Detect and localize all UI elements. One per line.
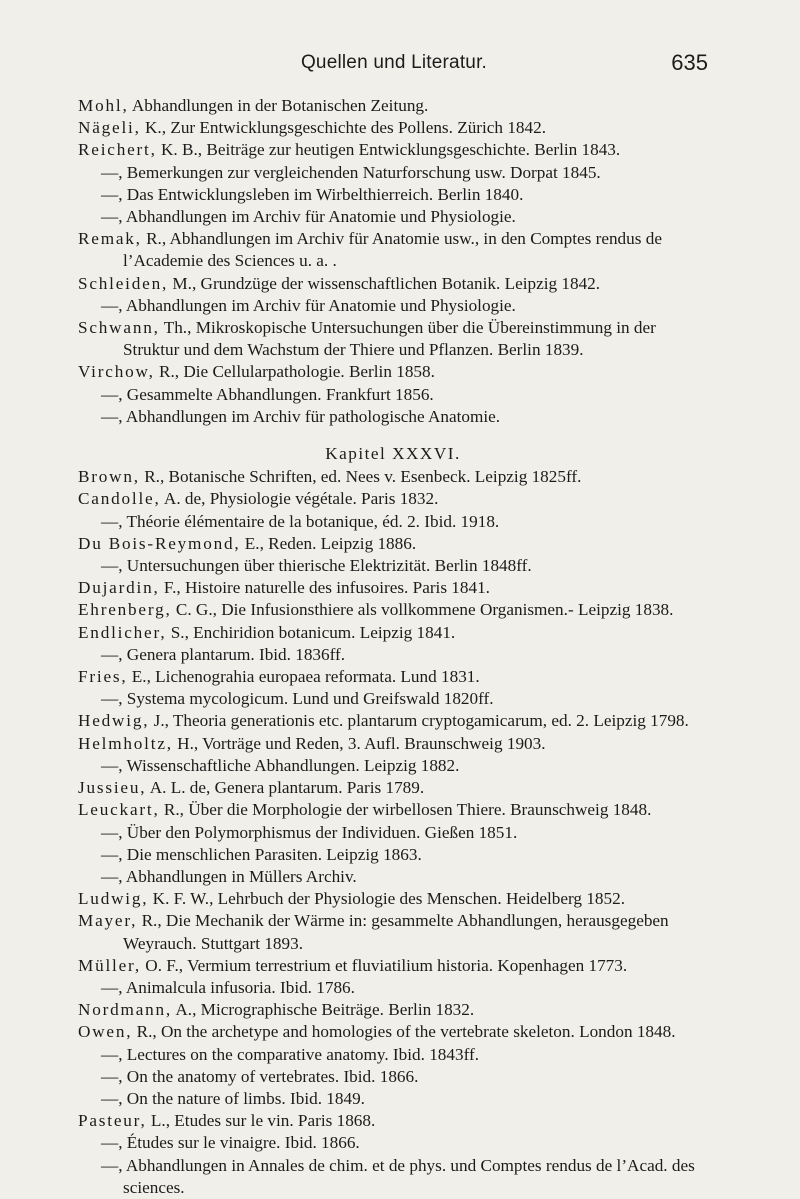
chapter-heading: Kapitel XXXVI. [325, 444, 461, 464]
entry-text: Th., Mikroskopische Untersuchungen über die Übereinstimmung in der Struktur und dem Wachstum der Thiere und Pflanzen. Berlin 1839. [123, 318, 656, 360]
entry-author: Ehrenberg, [78, 600, 172, 620]
bibliography-entry [78, 888, 708, 910]
bibliography-entry [78, 910, 708, 954]
entry-text: R., Die Mechanik der Wärme in: gesammelte Abhandlungen, herausgegeben Weyrauch. Stuttgart 1893. [123, 911, 669, 953]
entry-text: F., Histoire naturelle des infusoires. Paris 1841. [159, 578, 490, 598]
entry-text: R., Abhandlungen im Archiv für Anatomie usw., in den Comptes rendus de l’Academie des Sciences u. a. . [123, 229, 662, 271]
bibliography-entry [78, 466, 708, 488]
bibliography-entry [78, 139, 708, 161]
bibliography-entry [78, 533, 708, 555]
entry-author: Candolle, [78, 489, 161, 509]
bibliography-continuation-entry: —, Untersuchungen über thierische Elektrizität. Berlin 1848ff. [101, 556, 532, 576]
entry-text: A. L. de, Genera plantarum. Paris 1789. [146, 778, 425, 798]
entry-text: A. de, Physiologie végétale. Paris 1832. [160, 489, 439, 509]
entry-author: Du Bois-Reymond, [78, 533, 241, 553]
bibliography-continuation-entry: —, Lectures on the comparative anatomy. Ibid. 1843ff. [101, 1044, 480, 1064]
entry-author: Schleiden, [78, 273, 169, 293]
entry-author: Fries, [78, 667, 128, 687]
entry-text: E., Lichenograhia europaea reformata. Lund 1831. [127, 667, 480, 687]
entry-author: Ludwig, [78, 889, 149, 909]
bibliography-continuation-entry: —, On the nature of limbs. Ibid. 1849. [101, 1088, 365, 1108]
entry-text: S., Enchiridion botanicum. Leipzig 1841. [166, 622, 456, 642]
entry-text: J., Theoria generationis etc. plantarum cryptogamicarum, ed. 2. Leipzig 1798. [149, 711, 689, 731]
bibliography-continuation-entry: —, Théorie élémentaire de la botanique, éd. 2. Ibid. 1918. [101, 511, 500, 531]
entry-author: Remak, [78, 229, 142, 249]
entry-text: L., Etudes sur le vin. Paris 1868. [146, 1111, 376, 1131]
bibliography-entry [78, 1021, 708, 1043]
bibliography-continuation-entry: —, Genera plantarum. Ibid. 1836ff. [101, 644, 346, 664]
bibliography-entry [78, 599, 708, 621]
entry-text: Abhandlungen in der Botanischen Zeitung. [128, 96, 429, 115]
entry-text: M., Grundzüge der wissenschaftlichen Botanik. Leipzig 1842. [168, 273, 601, 293]
entry-text: H., Vorträge und Reden, 3. Aufl. Braunschweig 1903. [172, 733, 546, 753]
bibliography-entry [78, 488, 708, 510]
bibliography-entry [78, 955, 708, 977]
bibliography-entry [78, 95, 708, 117]
bibliography-entry [78, 273, 708, 295]
bibliography-continuation-entry: —, Systema mycologicum. Lund und Greifswald 1820ff. [101, 689, 494, 709]
entry-author: Dujardin, [78, 578, 160, 598]
entry-author: Virchow, [78, 362, 155, 382]
header-title: Quellen und Literatur. [300, 52, 488, 73]
bibliography-continuation-entry: —, On the anatomy of vertebrates. Ibid. 1866. [101, 1066, 419, 1086]
entry-text: K. B., Beiträge zur heutigen Entwicklungsgeschichte. Berlin 1843. [156, 140, 621, 160]
entry-author: Jussieu, [78, 778, 147, 798]
bibliography-entry [78, 622, 708, 644]
bibliography-continuation-entry: —, Abhandlungen im Archiv für pathologische Anatomie. [101, 406, 501, 426]
bibliography-entry [78, 117, 708, 139]
entry-text: R., Die Cellularpathologie. Berlin 1858. [154, 362, 435, 382]
entry-text: R., Über die Morphologie der wirbellosen Thiere. Braunschweig 1848. [159, 800, 652, 820]
entry-author: Reichert, [78, 140, 157, 160]
bibliography-continuation-entry: —, Wissenschaftliche Abhandlungen. Leipzig 1882. [101, 755, 460, 775]
bibliography-continuation-entry: —, Gesammelte Abhandlungen. Frankfurt 1856. [101, 384, 434, 404]
bibliography-continuation-entry: —, Über den Polymorphismus der Individuen. Gießen 1851. [101, 822, 518, 842]
entry-author: Helmholtz, [78, 733, 173, 753]
bibliography-continuation-entry: —, Das Entwicklungsleben im Wirbelthierreich. Berlin 1840. [101, 184, 524, 204]
bibliography-entry [78, 577, 708, 599]
entry-text: E., Reden. Leipzig 1886. [240, 533, 417, 553]
entry-author: Nägeli, [78, 118, 141, 138]
bibliography-list [78, 95, 708, 1199]
bibliography-continuation-entry: —, Die menschlichen Parasiten. Leipzig 1863. [101, 844, 422, 864]
entry-author: Schwann, [78, 318, 160, 338]
bibliography-continuation-entry: —, Bemerkungen zur vergleichenden Naturforschung usw. Dorpat 1845. [101, 162, 601, 182]
bibliography-entry [78, 666, 708, 688]
entry-text: K. F. W., Lehrbuch der Physiologie des Menschen. Heidelberg 1852. [148, 889, 625, 909]
entry-text: O. F., Vermium terrestrium et fluviatilium historia. Kopenhagen 1773. [141, 955, 628, 975]
entry-author: Mohl, [78, 96, 129, 115]
entry-author: Pasteur, [78, 1111, 147, 1131]
entry-text: R., Botanische Schriften, ed. Nees v. Esenbeck. Leipzig 1825ff. [139, 467, 582, 487]
entry-text: K., Zur Entwicklungsgeschichte des Pollens. Zürich 1842. [140, 118, 546, 138]
entry-author: Nordmann, [78, 1000, 173, 1020]
entry-text: C. G., Die Infusionsthiere als vollkommene Organismen.- Leipzig 1838. [171, 600, 674, 620]
bibliography-continuation-entry: —, Abhandlungen im Archiv für Anatomie und Physiologie. [101, 295, 516, 315]
bibliography-entry [78, 317, 708, 361]
entry-text: R., On the archetype and homologies of the vertebrate skeleton. London 1848. [132, 1022, 676, 1042]
bibliography-entry [78, 777, 708, 799]
bibliography-continuation-entry: —, Animalcula infusoria. Ibid. 1786. [101, 977, 355, 997]
bibliography-continuation-entry: —, Études sur le vinaigre. Ibid. 1866. [101, 1133, 360, 1153]
entry-author: Owen, [78, 1022, 133, 1042]
entry-author: Endlicher, [78, 622, 167, 642]
bibliography-continuation-entry: —, Abhandlungen in Müllers Archiv. [101, 866, 357, 886]
entry-author: Brown, [78, 467, 140, 487]
entry-author: Leuckart, [78, 800, 160, 820]
entry-author: Mayer, [78, 911, 138, 931]
entry-author: Hedwig, [78, 711, 150, 731]
page-number: 635 [671, 50, 708, 75]
bibliography-entry [78, 1110, 708, 1132]
running-header [80, 48, 708, 78]
bibliography-continuation-entry: —, Abhandlungen im Archiv für Anatomie und Physiologie. [101, 207, 516, 227]
bibliography-entry [78, 999, 708, 1021]
bibliography-entry [78, 228, 708, 272]
bibliography-continuation-entry: —, Abhandlungen in Annales de chim. et de phys. und Comptes rendus de l’Acad. des sciences. [101, 1155, 695, 1197]
bibliography-entry [78, 733, 708, 755]
entry-text: A., Micrographische Beiträge. Berlin 1832. [172, 1000, 475, 1020]
bibliography-entry [78, 799, 708, 821]
bibliography-entry [78, 361, 708, 383]
entry-author: Müller, [78, 955, 141, 975]
bibliography-entry [78, 710, 708, 732]
